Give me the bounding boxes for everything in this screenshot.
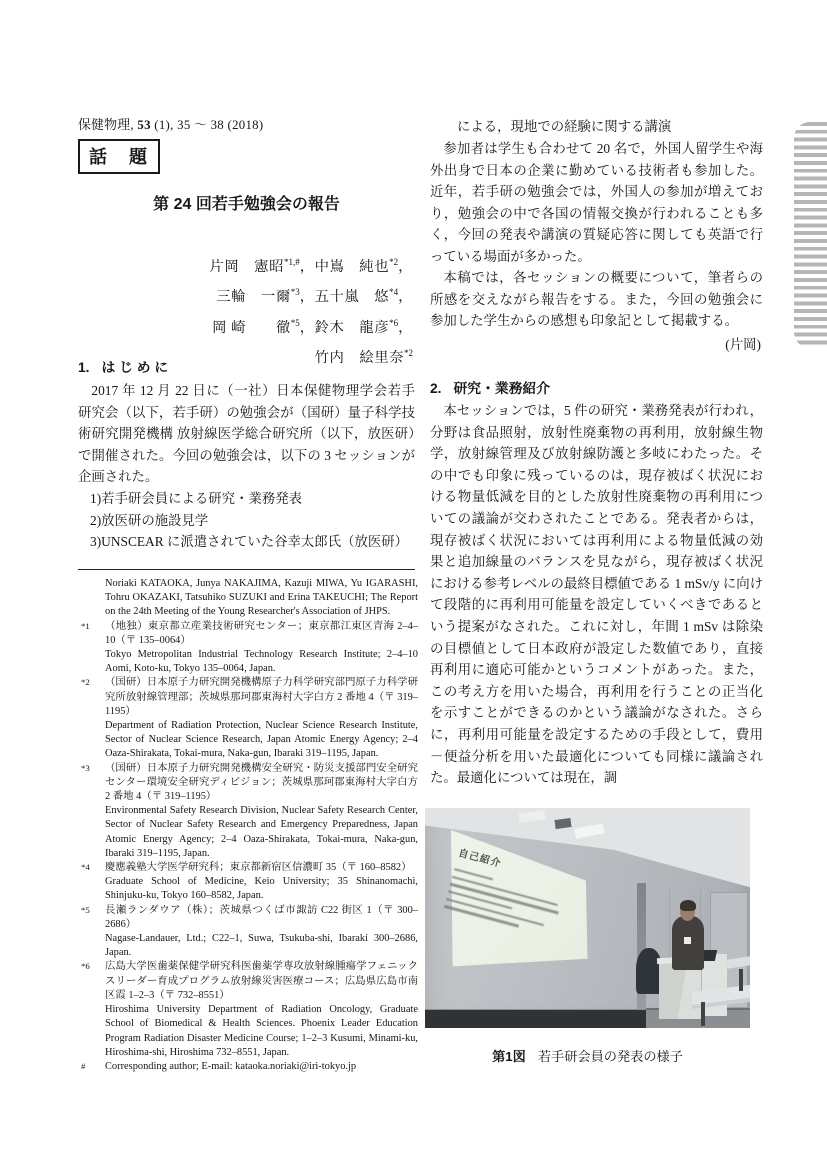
footnote-english: Department of Radiation Protection, Nuclear Science Research Institute, Sector of Nuclear Science Research, Japan Atomic Energy Agency; 2–4 Oaza-Shirakata, Tokai-mura, Naka-gun, Ibaraki 319–1195, Japan. <box>105 720 418 760</box>
slide-title: 自己紹介 <box>456 848 503 871</box>
photo-name-badge <box>684 937 690 944</box>
footnote-marker: *3 <box>81 762 90 773</box>
participants-paragraph: 参加者は学生も合わせて 20 名で，外国人留学生や海外出身で日本の企業に勤めている技術者も参加した。近年，若手研の勉強会では，外国人の参加が増えており，勉強会の中で各国の情報交換が行われることも多く，今回の発表や講演の質疑応答に関しても英語で行っている場面が多かった。 <box>430 141 763 264</box>
author-name: 鈴木 龍彦 <box>314 319 390 336</box>
footnote-marker <box>78 576 105 619</box>
author-attribution: (片岡) <box>725 337 761 352</box>
footnote-marker: *2 <box>81 677 90 688</box>
author-line <box>78 311 413 341</box>
author-separator: ， <box>299 289 315 306</box>
footnote-japanese: （地独）東京都立産業技術研究センター；東京都江東区青海 2–4–10（〒 135–0064） <box>105 620 418 646</box>
report-scope-paragraph: 本稿では，各セッションの概要について，筆者らの所感を交えながら報告をする。また，今回の勉強会に参加した学生からの感想も印象記として掲載する。 <box>430 270 763 329</box>
author-affil-marker: *5 <box>290 317 300 328</box>
figure-caption-label: 第1図 <box>492 1049 526 1064</box>
footnote <box>78 960 418 1059</box>
session-list-item: 2)放医研の施設見学 <box>90 512 209 528</box>
footnote-rule <box>78 569 415 570</box>
footnote-marker: # <box>81 1060 86 1071</box>
author-affil-marker: *1,# <box>283 257 300 267</box>
author-separator: ， <box>299 319 315 336</box>
footnote-marker: *4 <box>81 862 90 873</box>
section1-paragraph: 2017 年 12 月 22 日に（一社）日本保健物理学会若手研究会（以下，若手研）の勉強会が（国研）量子科学技術研究開発機構 放射線医学総合研究所（以下，放医研）で開催された。今回の勉強会は，以下の 3 セッションが企画された。 <box>78 383 415 485</box>
footnote-english: Nagase-Landauer, Ltd.; C22–1, Suwa, Tsukuba-shi, Ibaraki 300–2686, Japan. <box>105 933 418 959</box>
author-affil-marker: *4 <box>389 287 399 298</box>
section1-body <box>78 380 415 553</box>
footnote <box>78 676 418 761</box>
journal-name: 保健物理, <box>78 118 134 132</box>
footnote-english: Graduate School of Medicine, Keio University; 35 Shinanomachi, Shinjuku-ku, Tokyo 160–8582, Japan. <box>105 876 418 902</box>
figure1-photo <box>425 808 750 1028</box>
author-name: 片岡 憲昭 <box>209 258 284 275</box>
category-box <box>78 139 160 174</box>
footnote-marker: *5 <box>81 904 90 915</box>
footnote <box>78 620 418 677</box>
session-list-item: 3)UNSCEAR に派遣されていた谷幸太郎氏（放医研） <box>90 534 409 550</box>
journal-citation-line <box>78 114 263 133</box>
author-separator: ， <box>398 319 413 336</box>
category-label: 話 題 <box>89 147 149 167</box>
section2-heading <box>430 377 550 397</box>
photo-presenter-hair <box>680 900 696 911</box>
footnote-english: Corresponding author; E-mail: kataoka.noriaki@iri-tokyo.jp <box>105 1060 357 1072</box>
author-affil-marker: *3 <box>290 287 300 298</box>
author-name: 五十嵐 悠 <box>314 289 390 306</box>
figure-caption-text: 若手研会員の発表の様子 <box>537 1049 683 1064</box>
footnote-marker: *1 <box>81 620 90 631</box>
footnote-japanese: （国研）日本原子力研究開発機構原子力科学研究部門原子力科学研究所放射線管理部；茨城県那珂郡東海村大字白方 2 番地 4（〒 319–1195） <box>105 677 418 717</box>
footnote-english: Noriaki KATAOKA, Junya NAKAJIMA, Kazuji MIWA, Yu IGARASHI, Tohru OKAZAKI, Tatsuhiko SUZUKI and Erina TAKEUCHI; The Report on the 24th Meeting of the Young Researcher's Association of JHPS. <box>105 578 418 618</box>
footnote-japanese: 長瀬ランダウア（株）；茨城県つくば市諏訪 C22 街区 1（〒 300–2686） <box>105 904 418 930</box>
footnote-japanese: （国研）日本原子力研究開発機構安全研究・防災支援部門安全研究センター環境安全研究ディビジョン；茨城県那珂郡東海村大字白方 2 番地 4（〒 319–1195） <box>105 762 418 803</box>
author-name: 岡 崎 徹 <box>212 319 291 336</box>
section1-heading <box>78 356 168 376</box>
session-list-item: 1)若手研会員による研究・業務発表 <box>90 490 303 506</box>
section2-number: 2. <box>430 381 442 396</box>
footnote-english: Hiroshima University Department of Radiation Oncology, Graduate School of Biomedical & Health Sciences. Phoenix Leader Education Program Radiation Disaster Medicine Course; 1–2–3 Kusumi, Minami-ku, Hiroshima-shi, Hiroshima 732–8551, Japan. <box>105 1004 418 1058</box>
footnote-marker: *6 <box>81 961 90 972</box>
author-line <box>78 280 413 310</box>
photo-table-leg <box>739 969 743 991</box>
author-line <box>78 250 413 280</box>
author-separator: ， <box>398 258 413 275</box>
footnote-english: Tokyo Metropolitan Industrial Technology Research Institute; 2–4–10 Aomi, Koto-ku, Tokyo 135–0064, Japan. <box>105 649 418 675</box>
author-affil-marker: *2 <box>404 347 413 358</box>
author-name: 中嶌 純也 <box>314 258 390 275</box>
photo-foreground-desks-silhouette <box>425 1010 646 1028</box>
section2-title: 研究・業務紹介 <box>453 381 551 396</box>
author-affil-marker: *2 <box>389 257 399 267</box>
footnote-japanese: 広島大学医歯薬保健学研究科医歯薬学専攻放射線腫瘍学フェニックスリーダー育成プログラム放射線災害医療コース；広島県広島市南区霞 1–2–3（〒 732–8551） <box>105 961 418 1001</box>
author-separator: ， <box>398 289 413 306</box>
footnote-japanese: 慶應義塾大学医学研究科；東京都新宿区信濃町 35（〒 160–8582） <box>105 862 412 874</box>
author-separator: ， <box>299 258 315 275</box>
footnote-block <box>78 577 418 1074</box>
author-name: 三輪 一爾 <box>216 289 291 306</box>
section2-paragraph: 本セッションでは，5 件の研究・業務発表が行われ，分野は食品照射，放射性廃棄物の再利用，放射線生物学，放射線管理及び放射線防護と多岐にわたった。その中でも印象に残っているのは，現存被ばく状況における物量低減を目的とした放射性廃棄物の再利用についての議論が交わされたことである。発表者からは，現存被ばく状況においては再利用による物量低減の効果と追加線量のバランスを見ながら，現存被ばく状況における参考レベルの最終目標値である 1 mSv/y に向けて段階的に再利用可能量を設定していくべきであるという提案がなされた。これに対し，年間 1 mSv は除染の目標値として日本政府が設定した数値であり，直接再利用に適応可能かというコメントがあった。また，この考え方を用いた場合，再利用を行うことの正当化を示すことができるのかという議論がなされた。さらに，再利用可能量を設定するための手段として，費用－便益分析を用いた最適化についても同様に議論された。最適化については現在，調 <box>430 403 763 786</box>
author-name: 竹内 絵里奈 <box>314 349 404 366</box>
article-title: 第 24 回若手勉強会の報告 <box>153 196 340 213</box>
footnote <box>78 861 418 904</box>
figure1-caption <box>425 1046 750 1065</box>
footnote <box>78 577 418 620</box>
footnote-corresponding-author <box>78 1060 418 1074</box>
section1-title: は じ め に <box>101 360 169 375</box>
journal-issue-pages: (1), 35 ～ 38 (2018) <box>150 118 264 132</box>
section1-number: 1. <box>78 360 90 375</box>
list-item-continuation: による，現地での経験に関する講演 <box>457 119 672 134</box>
footnote <box>78 762 418 861</box>
page-edge-index-tab <box>794 122 827 348</box>
photo-table-leg <box>701 1002 705 1026</box>
journal-volume: 53 <box>137 118 151 132</box>
author-block <box>78 250 413 371</box>
author-affil-marker: *6 <box>389 317 399 328</box>
footnote <box>78 904 418 961</box>
footnote-english: Environmental Safety Research Division, Nuclear Safety Research Center, Sector of Nuclear Safety Research and Emergency Preparedness, Japan Atomic Energy Agency; 2–4 Oaza-Shirakata, Tokai-mura, Naka-gun, Ibaraki 319–1195, Japan. <box>105 805 418 859</box>
